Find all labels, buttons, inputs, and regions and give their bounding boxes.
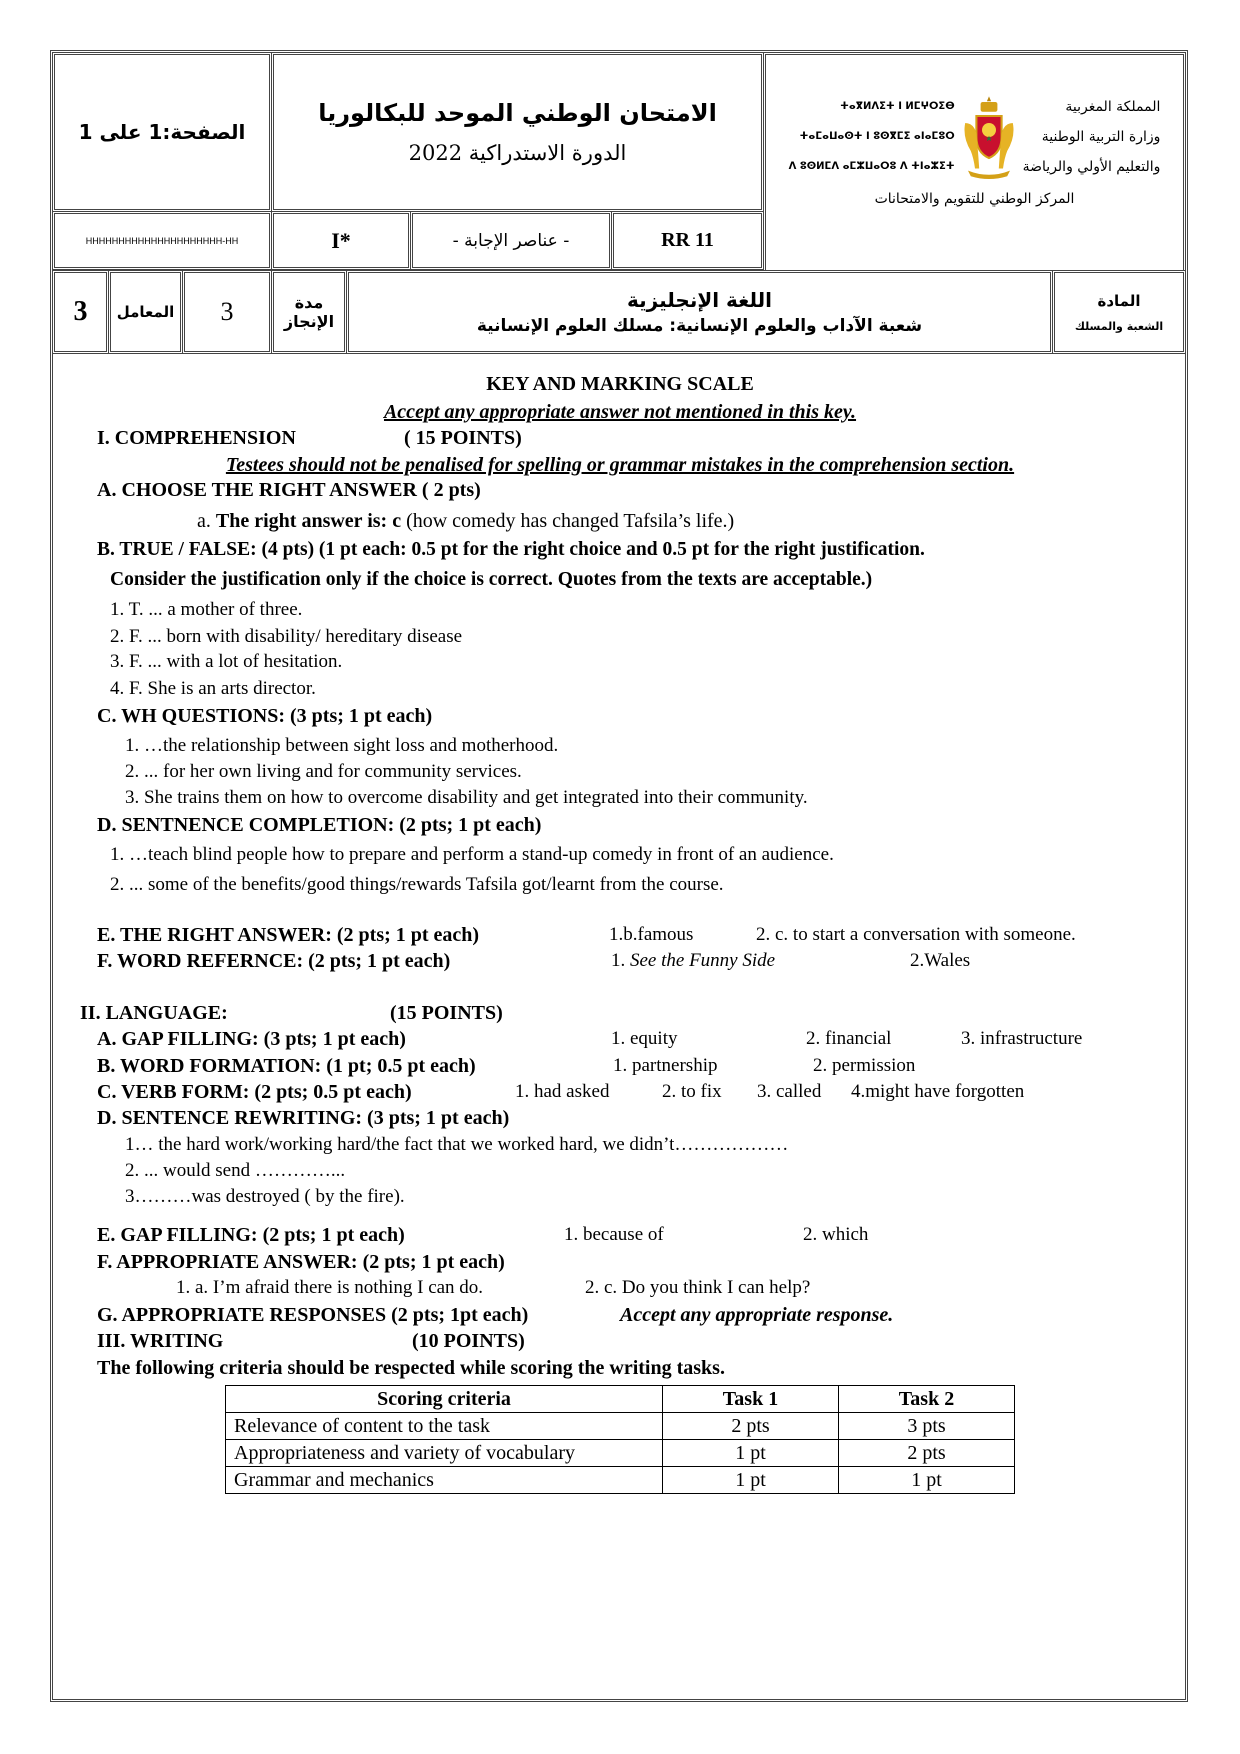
part-a-prefix: a. [197, 510, 211, 532]
part-a-rest: (how comedy has changed Tafsila’s life.) [406, 510, 735, 532]
task2-score: 1 pt [839, 1467, 1015, 1494]
table-row [226, 1467, 1015, 1494]
list-item: 3………was destroyed ( by the fire). [125, 1186, 405, 1207]
lang-b-title: B. WORD FORMATION: (1 pt; 0.5 pt each) [97, 1055, 476, 1077]
marker: I* [331, 227, 351, 253]
lang-f-title: F. APPROPRIATE ANSWER: (2 pts; 1 pt each) [97, 1251, 505, 1273]
answer: 3. called [757, 1081, 822, 1102]
list-item: 1. T. ... a mother of three. [110, 599, 303, 620]
coefficient-value: 3 [73, 296, 88, 327]
part-a-answer [197, 509, 734, 533]
section-comprehension-points: ( 15 POINTS) [404, 427, 522, 449]
tifinagh-line: ⵜⴰⴳⵍⴷⵉⵜ ⵏ ⵍⵎⵖⵔⵉⴱ [840, 101, 955, 112]
task2-score: 3 pts [839, 1413, 1015, 1440]
ministry-logo-row [789, 89, 1161, 185]
lang-a-title: A. GAP FILLING: (3 pts; 1 pt each) [97, 1028, 406, 1050]
part-a-bold: The right answer is: c [215, 510, 402, 532]
criterion: Appropriateness and variety of vocabulary [226, 1440, 663, 1467]
coefficient-value-cell [52, 270, 109, 354]
part-a-title: A. CHOOSE THE RIGHT ANSWER ( 2 pts) [97, 479, 481, 501]
list-item: 4. F. She is an arts director. [110, 678, 316, 699]
section-language-points: (15 POINTS) [390, 1002, 503, 1024]
list-item: 1. …the relationship between sight loss and motherhood. [125, 735, 559, 756]
scoring-criteria-table [225, 1385, 1015, 1494]
task1-score: 2 pts [663, 1413, 839, 1440]
tifinagh-block [789, 92, 955, 182]
exam-title: الامتحان الوطني الموحد للبكالوريا [318, 99, 717, 127]
duration-value-cell [182, 270, 272, 354]
column-header: Task 2 [839, 1386, 1015, 1413]
coat-of-arms-logo [961, 89, 1017, 185]
answer: 1. had asked [515, 1081, 610, 1102]
comprehension-note: Testees should not be penalised for spelling or grammar mistakes in the comprehension section. [225, 454, 1015, 476]
exam-session: الدورة الاستدراكية 2022 [408, 141, 627, 165]
lang-g-note: Accept any appropriate response. [620, 1304, 894, 1326]
criterion: Grammar and mechanics [226, 1467, 663, 1494]
section-comprehension-title: I. COMPREHENSION [97, 427, 296, 449]
section-writing-title: III. WRITING [97, 1330, 224, 1352]
answer: 2. financial [806, 1028, 892, 1049]
part-c-title: C. WH QUESTIONS: (3 pts; 1 pt each) [97, 705, 433, 727]
evaluation-center-name: المركز الوطني للتقويم والامتحانات [874, 191, 1075, 207]
ministry-line: والتعليم الأولي والرياضة [1022, 159, 1161, 175]
page-number: الصفحة:1 على 1 [78, 120, 246, 144]
task1-score: 1 pt [663, 1467, 839, 1494]
answer: 2. permission [813, 1055, 916, 1076]
section-language-title: II. LANGUAGE: [80, 1002, 228, 1024]
answer: 1. equity [611, 1028, 678, 1049]
tifinagh-line: ⵜⴰⵎⴰⵡⴰⵙⵜ ⵏ ⵓⵙⴳⵎⵉ ⴰⵏⴰⵎⵓⵔ [799, 131, 955, 142]
exam-code: RR 11 [661, 229, 714, 251]
answer: 1. partnership [613, 1055, 718, 1076]
exam-title-cell [271, 52, 764, 212]
list-item: 2. F. ... born with disability/ hereditary disease [110, 626, 463, 647]
table-header-row [226, 1386, 1015, 1413]
lang-e-title: E. GAP FILLING: (2 pts; 1 pt each) [97, 1224, 405, 1246]
subject-label-cell [1052, 270, 1186, 354]
criterion: Relevance of content to the task [226, 1413, 663, 1440]
lang-g-title: G. APPROPRIATE RESPONSES (2 pts; 1pt each) [97, 1304, 529, 1326]
ministry-line: المملكة المغربية [1065, 99, 1161, 115]
answer: 1. because of [564, 1224, 664, 1245]
lang-d-title: D. SENTENCE REWRITING: (3 pts; 1 pt each) [97, 1107, 510, 1129]
marker-cell [271, 211, 411, 270]
task1-score: 1 pt [663, 1440, 839, 1467]
list-item: 3. F. ... with a lot of hesitation. [110, 651, 343, 672]
writing-intro: The following criteria should be respected while scoring the writing tasks. [97, 1357, 725, 1379]
hidden-code-cell [52, 211, 272, 270]
answer: 1.b.famous [609, 924, 694, 945]
lang-c-title: C. VERB FORM: (2 pts; 0.5 pt each) [97, 1081, 412, 1103]
table-row [226, 1413, 1015, 1440]
column-header: Task 1 [663, 1386, 839, 1413]
stream-label: الشعبة والمسلك [1074, 319, 1164, 333]
doc-type: - عناصر الإجابة - [452, 230, 570, 251]
subject-name: اللغة الإنجليزية [627, 288, 772, 312]
duration-label-cell [271, 270, 347, 354]
answer: 2.Wales [910, 950, 971, 971]
coefficient-label: المعامل [116, 303, 175, 321]
answer: 2. c. Do you think I can help? [585, 1277, 811, 1298]
answer: 4.might have forgotten [851, 1081, 1025, 1102]
accept-note: Accept any appropriate answer not mentioned in this key. [383, 401, 857, 423]
hidden-code: HHHHHHHHHHHHHHHHHHHHH-HH [85, 235, 239, 246]
ministry-arabic-block [1023, 92, 1161, 182]
column-header: Scoring criteria [226, 1386, 663, 1413]
list-item: 1. …teach blind people how to prepare and perform a stand-up comedy in front of an audience. [110, 844, 834, 865]
tifinagh-line: ⴷ ⵓⵙⵍⵎⴷ ⴰⵎⵣⵡⴰⵔⵓ ⴷ ⵜⵏⴰⵣⵉⵜ [788, 161, 955, 172]
answer: 2. c. to start a conversation with someone. [756, 924, 1076, 945]
doc-type-cell [410, 211, 612, 270]
duration-label: الإنجاز [283, 312, 335, 331]
list-item: 1… the hard work/working hard/the fact that we worked hard, we didn’t……………… [125, 1134, 789, 1155]
subject-label: المادة [1097, 291, 1141, 310]
part-e-title: E. THE RIGHT ANSWER: (2 pts; 1 pt each) [97, 924, 480, 946]
duration-label: مدة [294, 293, 324, 312]
answer: 3. infrastructure [961, 1028, 1083, 1049]
list-item: 2. ... would send …………... [125, 1160, 346, 1181]
answer-text: See the Funny Side [630, 950, 776, 971]
code-cell [611, 211, 764, 270]
answer: 2. which [803, 1224, 869, 1245]
list-item: 3. She trains them on how to overcome disability and get integrated into their community. [125, 787, 808, 808]
answer-number: 1. [611, 950, 626, 971]
part-b-title-2: Consider the justification only if the choice is correct. Quotes from the texts are acceptable.) [110, 569, 873, 590]
ministry-line: وزارة التربية الوطنية [1041, 129, 1161, 145]
page-number-cell [52, 52, 272, 212]
part-b-title: B. TRUE / FALSE: (4 pts) (1 pt each: 0.5 pt for the right choice and 0.5 pt for the right justification. [97, 539, 925, 560]
answer: 1. a. I’m afraid there is nothing I can do. [176, 1277, 484, 1298]
section-writing-points: (10 POINTS) [412, 1330, 525, 1352]
ministry-logo-cell [763, 52, 1186, 270]
answer: 2. to fix [662, 1081, 722, 1102]
task2-score: 2 pts [839, 1440, 1015, 1467]
table-row [226, 1440, 1015, 1467]
coefficient-label-cell [108, 270, 183, 354]
subject-cell [346, 270, 1053, 354]
list-item: 2. ... for her own living and for community services. [125, 761, 522, 782]
list-item: 2. ... some of the benefits/good things/rewards Tafsila got/learnt from the course. [110, 874, 724, 895]
part-f-title: F. WORD REFERNCE: (2 pts; 1 pt each) [97, 950, 451, 972]
part-d-title: D. SENTNENCE COMPLETION: (2 pts; 1 pt each) [97, 814, 542, 836]
stream-name: شعبة الآداب والعلوم الإنسانية: مسلك العلوم الإنسانية [476, 316, 923, 336]
duration-value: 3 [220, 297, 234, 326]
answer [611, 949, 775, 973]
document-title: KEY AND MARKING SCALE [486, 373, 754, 395]
